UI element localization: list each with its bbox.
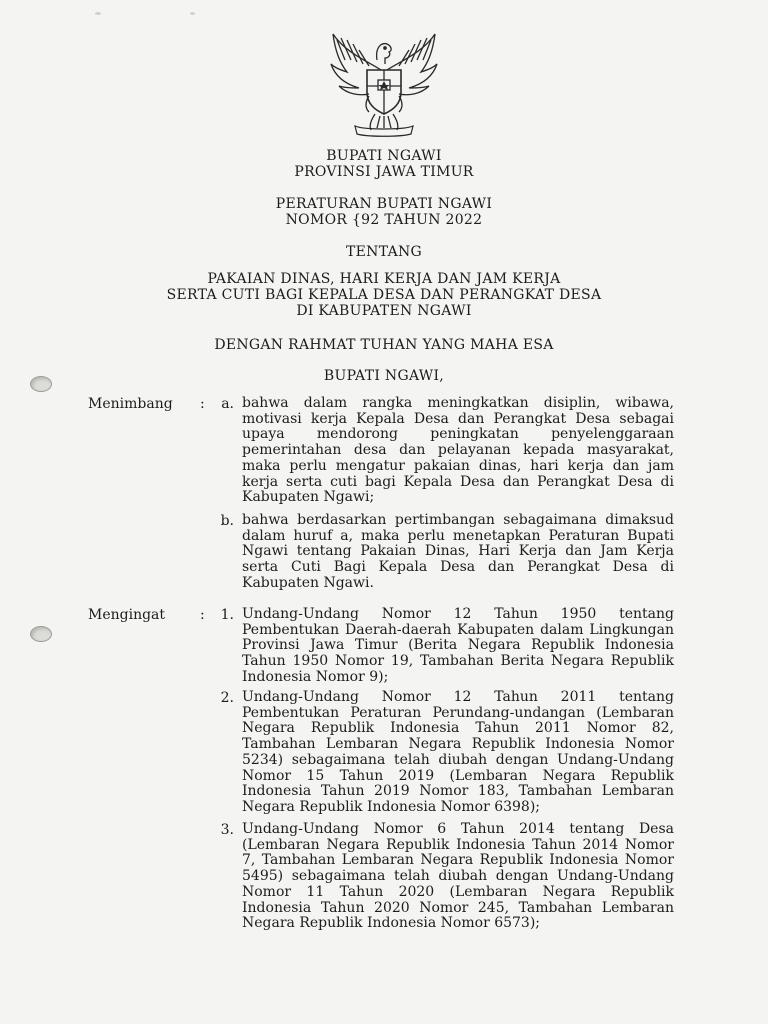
menimbang-item-b: bahwa berdasarkan pertimbangan sebagaimana dimaksud dalam huruf a, maka perlu menetapkan Peraturan Bupati Ngawi tentang Pakaian Dinas, Hari Kerja dan Jam Kerja serta Cuti Bagi Kepala Desa dan Perangkat Desa di Kabupaten Ngawi. [242, 512, 674, 591]
punch-hole [30, 626, 52, 642]
subject-line-3: DI KABUPATEN NGAWI [296, 303, 472, 319]
scan-speck [95, 12, 101, 15]
subject-line-2: SERTA CUTI BAGI KEPALA DESA DAN PERANGKAT DESA [166, 287, 602, 303]
punch-hole [30, 376, 52, 392]
menimbang-colon: : [200, 396, 205, 412]
issuer-line-1: BUPATI NGAWI [326, 148, 442, 164]
authority-line: BUPATI NGAWI, [323, 368, 445, 384]
grace-line: DENGAN RAHMAT TUHAN YANG MAHA ESA [214, 337, 554, 353]
item-marker: 1. [220, 607, 234, 623]
about-heading: TENTANG [345, 244, 423, 260]
regulation-title: PERATURAN BUPATI NGAWI [275, 196, 493, 212]
item-marker: a. [221, 396, 234, 412]
garuda-emblem-icon [325, 30, 443, 138]
mengingat-item-3: Undang-Undang Nomor 6 Tahun 2014 tentang Desa (Lembaran Negara Republik Indonesia Tahun 2014 Nomor 7, Tambahan Lembaran Negara Republik Indonesia Nomor 5495) sebagaimana telah diubah dengan Undang-Undang Nomor 11 Tahun 2020 (Lembaran Negara Republik Indonesia Tahun 2020 Nomor 245, Tambahan Lembaran Negara Republik Indonesia Nomor 6573); [242, 821, 674, 932]
regulation-number: NOMOR {92 TAHUN 2022 [285, 212, 483, 228]
item-marker: 2. [220, 690, 234, 706]
scan-speck [190, 12, 195, 15]
subject-line-1: PAKAIAN DINAS, HARI KERJA DAN JAM KERJA [207, 271, 561, 287]
mengingat-label: Mengingat [88, 607, 166, 623]
menimbang-item-a: bahwa dalam rangka meningkatkan disiplin, wibawa, motivasi kerja Kepala Desa dan Perangkat Desa sebagai upaya mendorong peningkatan penyelenggaraan pemerintahan desa dan pelayanan kepada masyarakat, maka perlu mengatur pakaian dinas, hari kerja dan jam kerja serta cuti bagi Kepala Desa dan Perangkat Desa di Kabupaten Ngawi; [242, 395, 674, 506]
item-marker: 3. [220, 822, 234, 838]
issuer-line-2: PROVINSI JAWA TIMUR [294, 164, 474, 180]
menimbang-label: Menimbang [88, 396, 173, 412]
item-marker: b. [220, 513, 234, 529]
mengingat-item-1: Undang-Undang Nomor 12 Tahun 1950 tentang Pembentukan Daerah-daerah Kabupaten dalam Lingkungan Provinsi Jawa Timur (Berita Negara Republik Indonesia Tahun 1950 Nomor 19, Tambahan Berita Negara Republik Indonesia Nomor 9); [242, 606, 674, 685]
mengingat-colon: : [200, 607, 205, 623]
mengingat-item-2: Undang-Undang Nomor 12 Tahun 2011 tentang Pembentukan Peraturan Perundang-undangan (Lembaran Negara Republik Indonesia Tahun 2011 Nomor 82, Tambahan Lembaran Negara Republik Indonesia Nomor 5234) sebagaimana telah diubah dengan Undang-Undang Nomor 15 Tahun 2019 (Lembaran Negara Republik Indonesia Tahun 2019 Nomor 183, Tambahan Lembaran Negara Republik Indonesia Nomor 6398); [242, 689, 674, 815]
